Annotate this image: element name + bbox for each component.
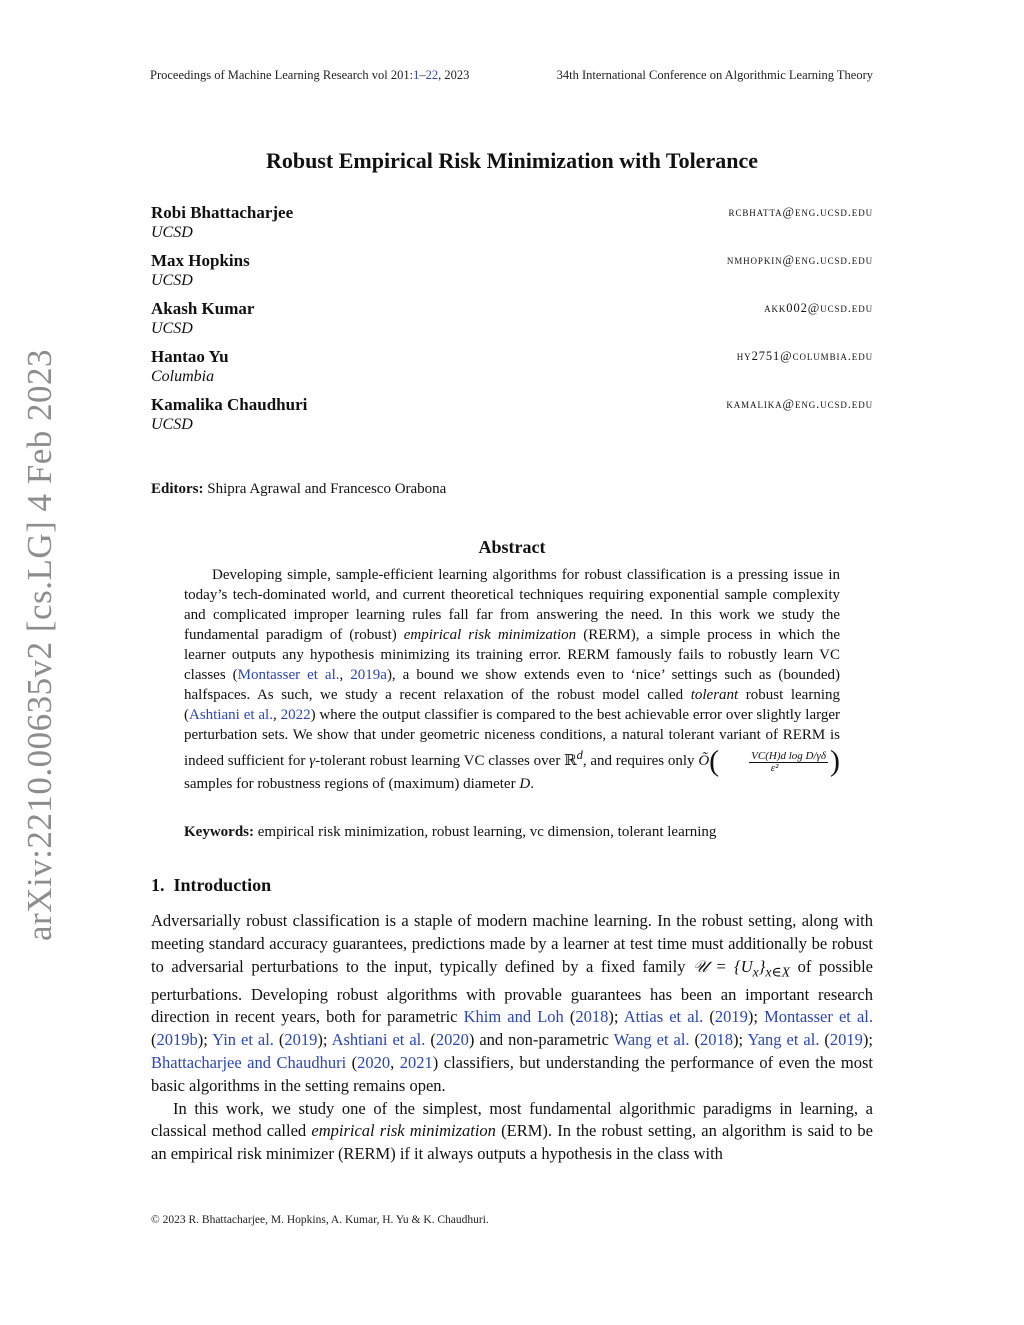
citation-year-link[interactable]: 2018 — [700, 1030, 734, 1050]
citation-link[interactable]: Bhattacharjee and Chaudhuri — [151, 1053, 347, 1073]
citation-year-link[interactable]: 2019 — [829, 1030, 863, 1050]
citation-year-link[interactable]: 2019a — [350, 667, 387, 683]
sample-complexity-fraction: $\frac{\text{VC(H)d log D/γδ}}{\text{ε²}}$ — [751, 749, 826, 774]
author-name: Robi Bhattacharjee — [151, 203, 294, 222]
intro-body — [151, 910, 873, 1166]
conference-header: 34th International Conference on Algorithmic Learning Theory — [556, 68, 873, 82]
citation-year-link[interactable]: 2018 — [575, 1007, 609, 1027]
author-email[interactable]: hy2751@columbia.edu — [736, 349, 873, 363]
author-email[interactable]: rcbhatta@eng.ucsd.edu — [728, 205, 873, 219]
author-email[interactable]: nmhopkin@eng.ucsd.edu — [726, 253, 873, 267]
author-name: Max Hopkins — [151, 251, 250, 270]
citation-link[interactable]: Wang et al. — [613, 1030, 690, 1050]
citation-link[interactable]: Yang et al. — [747, 1030, 820, 1050]
author-name: Kamalika Chaudhuri — [151, 395, 308, 414]
copyright-footer: © 2023 R. Bhattacharjee, M. Hopkins, A. Kumar, H. Yu & K. Chaudhuri. — [151, 1214, 489, 1226]
editors-line — [151, 481, 446, 498]
citation-year-link[interactable]: 2020 — [357, 1053, 391, 1073]
paper-title: Robust Empirical Risk Minimization with Tolerance — [266, 148, 758, 173]
author-entry — [151, 203, 873, 243]
editors-names: Shipra Agrawal and Francesco Orabona — [207, 481, 447, 497]
first-page-link[interactable]: 1 — [413, 68, 420, 82]
citation-year-link[interactable]: 2022 — [280, 707, 311, 723]
section-heading: 1. Introduction — [151, 875, 272, 895]
author-entry — [151, 347, 873, 387]
intro-paragraph-1: Adversarially robust classification is a staple of modern machine learning. In the robust setting, along with meeting standard accuracy guarantees, predictions made by a learner at test time must additionally be robust to adversarial perturbations to the input, typically defined by a fixed family 𝒰 = $\{U_x\}_{x\in X}$ of possible perturbations. Developing robust algorithms with provable guarantees has been an important research direction in recent years, both for parametric Khim and Loh (2018); Attias et al. (2019); Montasser et al. (2019b); Yin et al. (2019); Ashtiani et al. (2020) and non-parametric Wang et al. (2018); Yang et al. (2019); Bhattacharjee and Chaudhuri (2020, 2021) classifiers, but understanding the performance of even the most basic algorithms in the setting remains open. — [151, 911, 874, 1095]
author-list — [151, 203, 873, 443]
author-name: Akash Kumar — [151, 299, 255, 318]
abstract-heading: Abstract — [478, 537, 546, 557]
arxiv-stamp: arXiv:2210.00635v2 [cs.LG] 4 Feb 2023 — [20, 348, 59, 942]
author-affiliation: UCSD — [151, 320, 193, 337]
keywords-label: Keywords: — [184, 824, 254, 840]
author-email[interactable]: akk002@ucsd.edu — [764, 301, 873, 315]
author-affiliation: UCSD — [151, 416, 193, 433]
author-affiliation: UCSD — [151, 272, 193, 289]
citation-year-link[interactable]: 2019 — [284, 1030, 318, 1050]
citation-year-link[interactable]: 2021 — [399, 1053, 433, 1073]
editors-label: Editors: — [151, 481, 204, 497]
intro-paragraph-2: In this work, we study one of the simplest, most fundamental algorithmic paradigms in learning, a classical method called empirical risk minimization (ERM). In the robust setting, an algorithm is said to be an empirical risk minimizer (RERM) if it always outputs a hypothesis in the class with — [151, 1098, 873, 1164]
abstract-paragraph: Developing simple, sample-efficient learning algorithms for robust classification is a pressing issue in today’s tech-dominated world, and current theoretical techniques requiring exponential sample complexity and complicated improper learning rules fall far from answering the need. In this work we study the fundamental paradigm of (robust) empirical risk minimization (RERM), a simple process in which the learner outputs any hypothesis minimizing its training error. RERM famously fails to robustly learn VC classes (Montasser et al., 2019a), a bound we show extends even to ‘nice’ settings such as (bounded) halfspaces. As such, we study a recent relaxation of the robust model called tolerant robust learning (Ashtiani et al., 2022) where the output classifier is compared to the best achievable error over slightly larger perturbation sets. We show that under geometric niceness conditions, a natural tolerant variant of RERM is indeed sufficient for γ-tolerant robust learning VC classes over ℝ$^d$, and requires only Õ( $\frac{\text{VC(H)d log D/γδ}}{\text{ε²}}$) samples for robustness regions of (maximum) diameter D. — [184, 567, 841, 792]
citation-year-link[interactable]: 2019 — [714, 1007, 748, 1027]
abstract-body — [184, 565, 840, 794]
citation-link[interactable]: Khim and Loh — [463, 1007, 564, 1027]
author-entry — [151, 395, 873, 435]
author-name: Hantao Yu — [151, 347, 229, 366]
proceedings-header: Proceedings of Machine Learning Research vol 201:1–22, 2023 — [150, 68, 470, 82]
author-entry — [151, 251, 873, 291]
last-page-link[interactable]: 22 — [425, 68, 439, 82]
citation-link[interactable]: Montasser et al. — [764, 1007, 873, 1027]
citation-link[interactable]: Attias et al. — [623, 1007, 704, 1027]
author-email[interactable]: kamalika@eng.ucsd.edu — [726, 397, 873, 411]
keywords-text: empirical risk minimization, robust learning, vc dimension, tolerant learning — [257, 824, 717, 840]
author-affiliation: UCSD — [151, 224, 193, 241]
author-entry — [151, 299, 873, 339]
author-affiliation: Columbia — [151, 368, 215, 385]
keywords-line — [184, 824, 840, 841]
citation-year-link[interactable]: 2020 — [435, 1030, 469, 1050]
citation-link[interactable]: Yin et al. — [212, 1030, 274, 1050]
citation-link[interactable]: Ashtiani et al. — [189, 707, 273, 723]
citation-year-link[interactable]: 2019b — [156, 1030, 198, 1050]
citation-link[interactable]: Montasser et al. — [237, 667, 340, 683]
citation-link[interactable]: Ashtiani et al. — [331, 1030, 426, 1050]
